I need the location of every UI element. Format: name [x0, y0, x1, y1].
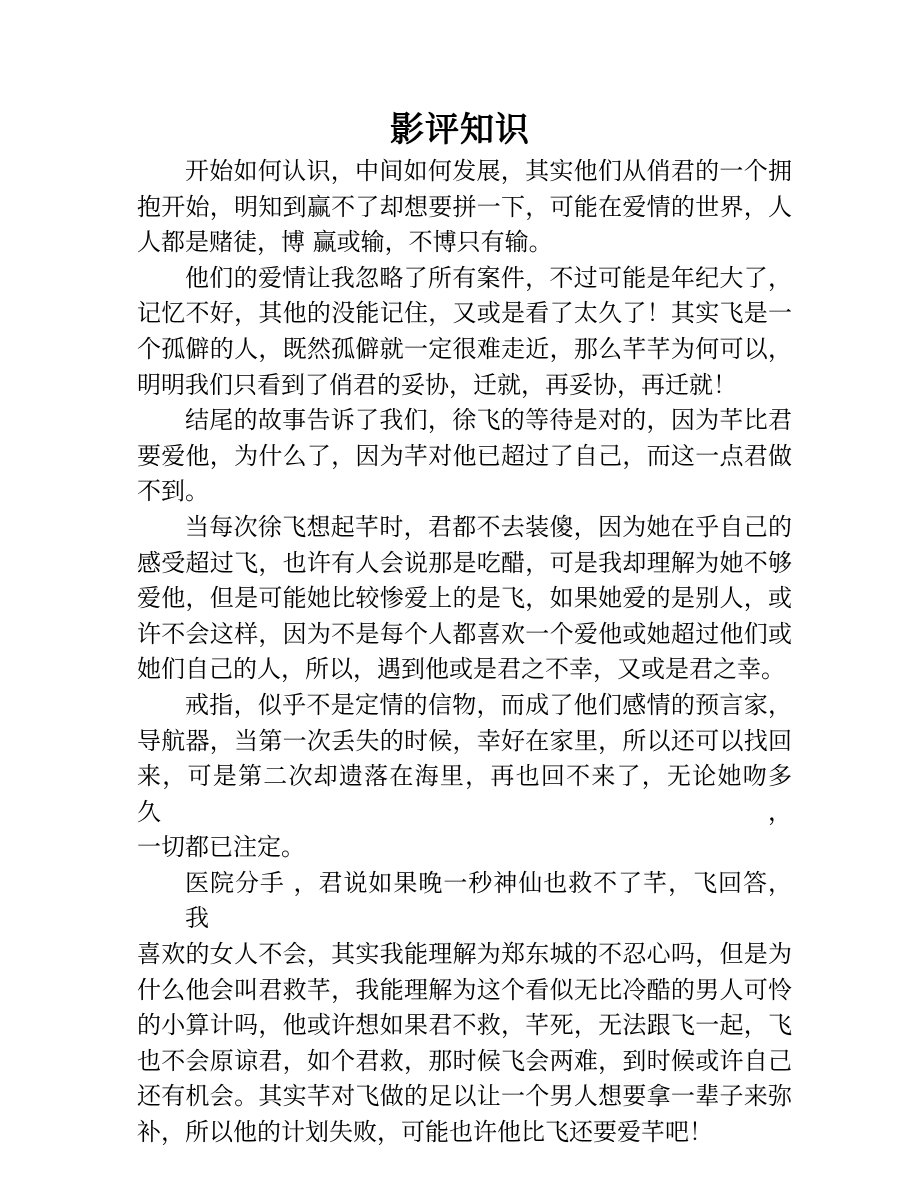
text-line: 补，所以他的计划失败，可能也许他比飞还要爱芊吧！	[137, 1118, 713, 1147]
text-line: 喜欢的女人不会，其实我能理解为郑东城的不忍心吗，但是为	[137, 940, 792, 969]
text-line: 的小算计吗，他或许想如果君不救，芊死，无法跟飞一起，飞	[137, 1011, 792, 1040]
text-line: 他们的爱情让我忽略了所有案件，不过可能是年纪大了，	[185, 263, 792, 292]
text-line: 许不会这样，因为不是每个人都喜欢一个爱他或她超过他们或	[137, 619, 792, 648]
paragraph	[137, 866, 792, 1151]
text-line: 导航器，当第一次丢失的时候，幸好在家里，所以还可以找回	[137, 726, 792, 755]
text-line: 当每次徐飞想起芊时，君都不去装傻，因为她在乎自己的	[185, 512, 792, 541]
text-line: 人都是赌徒，博 赢或输，不博只有输。	[137, 228, 553, 257]
document-title: 影评知识	[390, 110, 530, 150]
paragraph	[137, 154, 792, 261]
paragraph	[137, 510, 792, 688]
text-line: 她们自己的人，所以，遇到他或是君之不幸，又或是君之幸。	[137, 655, 785, 684]
paragraph	[137, 261, 792, 403]
text-line: 感受超过飞，也许有人会说那是吃醋，可是我却理解为她不够	[137, 548, 792, 577]
text-line: 不到。	[137, 477, 209, 506]
text-line: 要爱他，为什么了，因为芊对他已超过了自己，而这一点君做	[137, 441, 792, 470]
text-line: 还有机会。其实芊对飞做的足以让一个男人想要拿一辈子来弥	[137, 1082, 792, 1111]
paragraph	[137, 403, 792, 510]
text-line: 记忆不好，其他的没能记住，又或是看了太久了！其实飞是一	[137, 299, 792, 328]
text-line: 一切都已注定。	[137, 833, 305, 862]
text-line: 什么他会叫君救芊，我能理解为这个看似无比冷酷的男人可怜	[137, 975, 792, 1004]
text-line: 来，可是第二次却遗落在海里，再也回不来了，无论她吻多久，	[137, 762, 792, 826]
text-line: 明明我们只看到了俏君的妥协，迁就，再妥协，再迁就！	[137, 370, 737, 399]
text-line: 爱他，但是可能她比较惨爱上的是飞，如果她爱的是别人，或	[137, 584, 792, 613]
text-line: 也不会原谅君，如个君救，那时候飞会两难，到时候或许自己	[137, 1046, 792, 1075]
text-line: 抱开始，明知到赢不了却想要拼一下，可能在爱情的世界，人	[137, 192, 792, 221]
paragraph	[137, 688, 792, 866]
text-line: 医院分手 ，君说如果晚一秒神仙也救不了芊，飞回答，我	[185, 868, 792, 933]
text-line: 开始如何认识，中间如何发展，其实他们从俏君的一个拥	[185, 157, 792, 185]
document-body	[137, 154, 792, 1151]
text-line: 个孤僻的人，既然孤僻就一定很难走近，那么芊芊为何可以，	[137, 334, 792, 363]
text-line: 结尾的故事告诉了我们，徐飞的等待是对的，因为芊比君	[185, 406, 792, 435]
text-line: 戒指，似乎不是定情的信物，而成了他们感情的预言家，	[185, 690, 792, 719]
